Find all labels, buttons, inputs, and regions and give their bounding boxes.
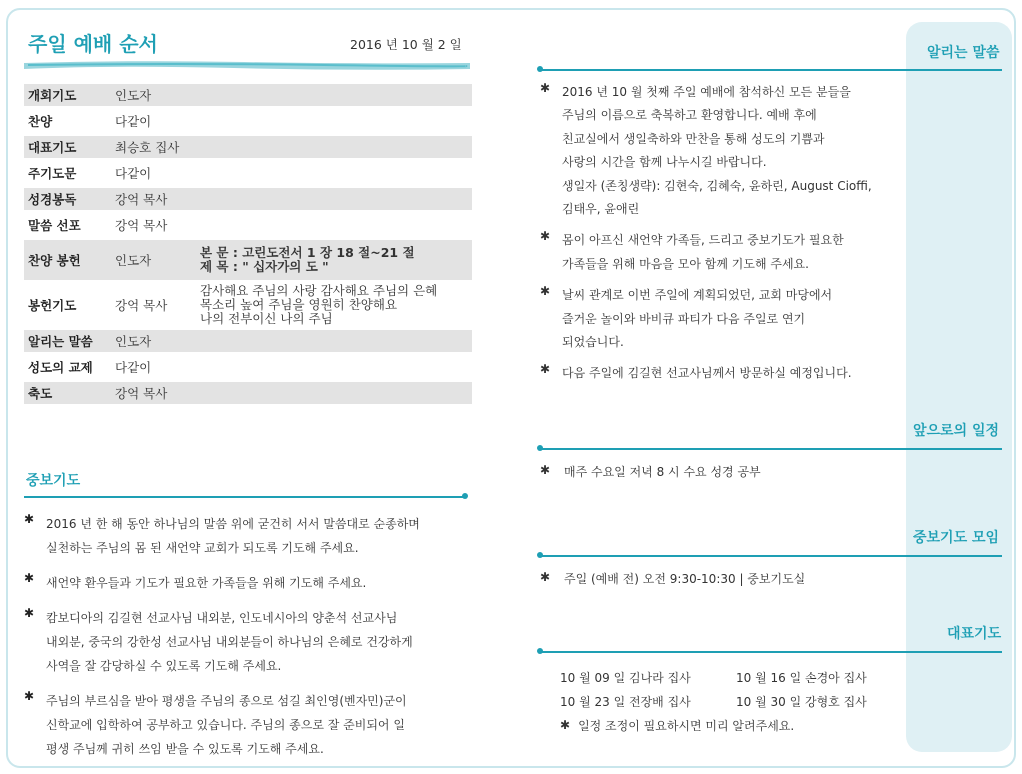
order-item-leader: 인도자 bbox=[115, 253, 152, 268]
list-item-text bbox=[562, 81, 900, 221]
text-line: 즐거운 놀이와 바비큐 파티가 다음 주일로 연기 bbox=[562, 311, 806, 326]
text-line: 생일자 (존칭생략): 김현숙, 김혜숙, 윤하린, August Cioffi, bbox=[562, 178, 872, 193]
order-item-name: 주기도문 bbox=[28, 166, 77, 181]
order-item-name: 알리는 말씀 bbox=[28, 334, 93, 349]
list-item bbox=[24, 512, 470, 560]
text-line: 주님의 이름으로 축복하고 환영합니다. 예배 후에 bbox=[562, 108, 817, 123]
text-line: 실천하는 주님의 몸 된 새언약 교회가 되도록 기도해 주세요. bbox=[46, 541, 359, 555]
order-item-leader: 다같이 bbox=[115, 114, 152, 129]
text-line: 주님의 부르심을 받아 평생을 주님의 종으로 섬길 최인영(벤자민)군이 bbox=[46, 694, 407, 708]
text-line: 2016 년 한 해 동안 하나님의 말씀 위에 굳건히 서서 말씀대로 순종하며 bbox=[46, 517, 420, 531]
duty-note-row bbox=[560, 713, 912, 737]
duty-entry: 10 월 23 일 전장배 집사 bbox=[560, 694, 691, 709]
order-item-leader: 강억 목사 bbox=[115, 386, 168, 401]
schedule-rule-dot bbox=[537, 445, 543, 451]
text-line: 친교실에서 생일축하와 만찬을 통해 성도의 기쁨과 bbox=[562, 131, 825, 146]
text-line: 사역을 잘 감당하실 수 있도록 기도해 주세요. bbox=[46, 659, 282, 673]
order-detail-line: 본 문 : 고린도전서 1 장 18 절~21 절 bbox=[200, 245, 415, 260]
worship-order-table bbox=[24, 84, 472, 406]
bullet-mark: ✱ bbox=[24, 689, 35, 703]
page-title: 주일 예배 순서 bbox=[28, 32, 158, 56]
bullet-mark: ✱ bbox=[540, 81, 551, 95]
duty-row bbox=[560, 689, 912, 713]
order-item-name: 축도 bbox=[28, 386, 53, 401]
order-item-name: 성도의 교제 bbox=[28, 360, 93, 375]
prayer-meeting-text: 주일 (예배 전) 오전 9:30-10:30 | 중보기도실 bbox=[564, 572, 806, 586]
announcements-title: 알리는 말씀 bbox=[927, 45, 1000, 61]
order-item-leader: 다같이 bbox=[115, 166, 152, 181]
text-line: 다음 주일에 김길현 선교사님께서 방문하실 예정입니다. bbox=[562, 366, 852, 381]
list-item bbox=[24, 606, 470, 678]
list-item-text bbox=[46, 606, 470, 678]
text-line: 날씨 관계로 이번 주일에 계획되었던, 교회 마당에서 bbox=[562, 288, 833, 303]
text-line: 2016 년 10 월 첫째 주일 예배에 참석하신 모든 분들을 bbox=[562, 85, 851, 99]
text-line: 김태우, 윤애린 bbox=[562, 202, 640, 217]
order-row bbox=[24, 354, 472, 382]
list-item-text bbox=[46, 571, 470, 595]
list-item-text bbox=[562, 229, 900, 276]
duty-entry: 10 월 30 일 강형호 집사 bbox=[736, 694, 867, 709]
list-item bbox=[24, 571, 470, 595]
duty-entry: 10 월 16 일 손경아 집사 bbox=[736, 670, 867, 685]
prayer-list bbox=[24, 512, 470, 772]
bullet-mark: ✱ bbox=[24, 571, 35, 585]
order-item-leader: 인도자 bbox=[115, 334, 152, 349]
list-item bbox=[540, 229, 900, 276]
prayer-meeting-rule-dot bbox=[537, 552, 543, 558]
schedule-title: 앞으로의 일정 bbox=[913, 423, 1000, 439]
schedule-rule bbox=[540, 448, 1002, 450]
prayer-section-title: 중보기도 bbox=[26, 473, 81, 489]
list-item bbox=[540, 284, 900, 354]
prayer-meeting-title: 중보기도 모임 bbox=[913, 530, 1000, 546]
prayer-rule-dot bbox=[462, 493, 468, 499]
schedule-text: 매주 수요일 저녁 8 시 수요 성경 공부 bbox=[564, 465, 761, 479]
duty-note: 일정 조정이 필요하시면 미리 알려주세요. bbox=[578, 718, 795, 733]
text-line: 몸이 아프신 새언약 가족들, 드리고 중보기도가 필요한 bbox=[562, 233, 844, 248]
announcements-list bbox=[540, 81, 900, 394]
order-item-detail bbox=[200, 246, 472, 274]
order-item-leader: 최승호 집사 bbox=[115, 140, 180, 155]
prayer-meeting-item bbox=[540, 570, 805, 587]
list-item bbox=[540, 362, 900, 385]
list-item-text bbox=[562, 284, 900, 354]
list-item bbox=[540, 81, 900, 221]
bullet-mark: ✱ bbox=[540, 570, 551, 584]
order-item-name: 대표기도 bbox=[28, 140, 77, 155]
list-item-text bbox=[46, 512, 470, 560]
order-row bbox=[24, 382, 472, 406]
duty-title: 대표기도 bbox=[947, 626, 1002, 642]
order-item-name: 개회기도 bbox=[28, 88, 77, 103]
order-row bbox=[24, 136, 472, 160]
bullet-mark: ✱ bbox=[540, 284, 551, 299]
order-detail-line: 나의 전부이신 나의 주님 bbox=[200, 311, 333, 326]
bullet-mark: ✱ bbox=[540, 463, 551, 477]
order-row bbox=[24, 84, 472, 108]
text-line: 평생 주님께 귀히 쓰임 받을 수 있도록 기도해 주세요. bbox=[46, 742, 324, 756]
order-row bbox=[24, 160, 472, 188]
prayer-meeting-rule bbox=[540, 555, 1002, 557]
order-item-detail bbox=[200, 284, 472, 326]
list-item-text bbox=[562, 362, 900, 385]
order-row bbox=[24, 212, 472, 240]
duty-rule bbox=[540, 651, 1002, 653]
order-detail-line: 목소리 높여 주님을 영원히 찬양해요 bbox=[200, 297, 398, 312]
duty-entry: 10 월 09 일 김나라 집사 bbox=[560, 670, 691, 685]
order-item-leader: 강억 목사 bbox=[115, 298, 168, 313]
announcements-rule bbox=[540, 69, 1002, 71]
list-item-text bbox=[46, 689, 470, 761]
order-item-name: 성경봉독 bbox=[28, 192, 77, 207]
order-item-name: 말씀 선포 bbox=[28, 218, 81, 233]
order-item-leader: 강억 목사 bbox=[115, 218, 168, 233]
order-row bbox=[24, 240, 472, 282]
bullet-mark: ✱ bbox=[540, 229, 551, 244]
text-line: 캄보디아의 김길현 선교사님 내외분, 인도네시아의 양춘석 선교사님 bbox=[46, 611, 398, 625]
bullet-mark: ✱ bbox=[24, 512, 35, 526]
order-item-leader: 강억 목사 bbox=[115, 192, 168, 207]
schedule-item bbox=[540, 463, 761, 480]
text-line: 되었습니다. bbox=[562, 335, 624, 350]
order-detail-line: 제 목 : " 십자가의 도 " bbox=[200, 259, 329, 274]
duty-rule-dot bbox=[537, 648, 543, 654]
prayer-rule bbox=[24, 496, 464, 498]
duty-row bbox=[560, 665, 912, 689]
order-detail-line: 감사해요 주님의 사랑 감사해요 주님의 은혜 bbox=[200, 283, 438, 298]
list-item bbox=[24, 689, 470, 761]
order-item-leader: 다같이 bbox=[115, 360, 152, 375]
duty-schedule bbox=[560, 665, 912, 737]
text-line: 신학교에 입학하여 공부하고 있습니다. 주님의 종으로 잘 준비되어 일 bbox=[46, 718, 405, 732]
order-row bbox=[24, 282, 472, 330]
text-line: 내외분, 중국의 강한성 선교사님 내외분들이 하나님의 은혜로 건강하게 bbox=[46, 635, 413, 649]
order-row bbox=[24, 188, 472, 212]
text-line: 사랑의 시간을 함께 나누시길 바랍니다. bbox=[562, 155, 767, 170]
order-item-leader: 인도자 bbox=[115, 88, 152, 103]
brush-divider bbox=[24, 58, 470, 72]
order-row bbox=[24, 108, 472, 136]
bullet-mark: ✱ bbox=[560, 718, 571, 732]
order-item-name: 찬양 bbox=[28, 114, 53, 129]
service-date: 2016 년 10 월 2 일 bbox=[350, 37, 462, 52]
order-item-name: 찬양 봉헌 bbox=[28, 253, 81, 268]
order-item-name: 봉헌기도 bbox=[28, 298, 77, 313]
text-line: 새언약 환우들과 기도가 필요한 가족들을 위해 기도해 주세요. bbox=[46, 576, 367, 590]
announcements-rule-dot bbox=[537, 66, 543, 72]
bullet-mark: ✱ bbox=[24, 606, 35, 620]
text-line: 가족들을 위해 마음을 모아 함께 기도해 주세요. bbox=[562, 256, 809, 271]
order-row bbox=[24, 330, 472, 354]
bullet-mark: ✱ bbox=[540, 362, 551, 377]
